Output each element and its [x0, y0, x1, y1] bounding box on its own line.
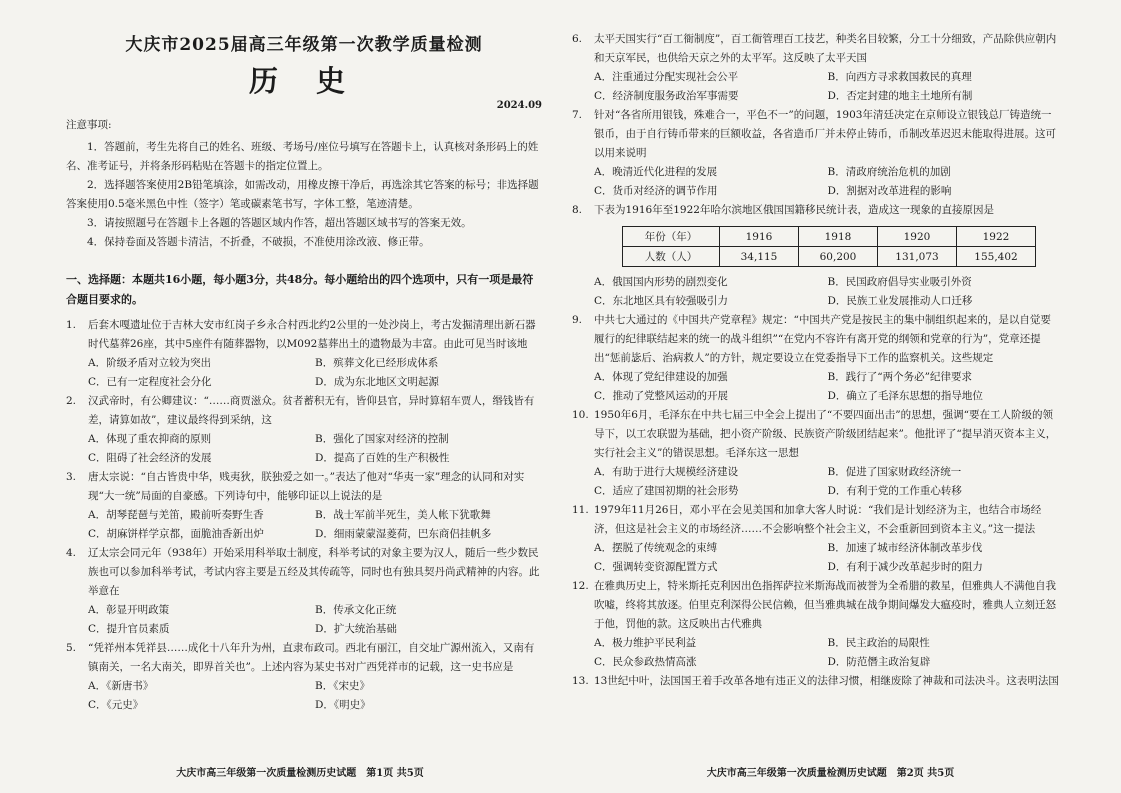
question-9	[572, 311, 1061, 406]
question-number: 3.	[66, 471, 77, 483]
right-page	[560, 0, 1121, 793]
page-footer-1: 大庆市高三年级第一次质量检测历史试题 第1页 共5页	[176, 768, 424, 779]
note-1: 1．答题前，考生先将自己的姓名、班级、考场号/座位号填写在答题卡上，认真核对条形码上的姓名、准考证号，并将条形码粘贴在答题卡的指定位置上。	[66, 141, 539, 172]
question-5	[66, 639, 542, 715]
option-a: A．有助于进行大规模经济建设	[594, 466, 739, 478]
option-a: A．《新唐书》	[88, 680, 154, 692]
question-stem: 辽太宗会同元年（938年）开始采用科举取士制度，科举考试的对象主要为汉人，随后一些少数民族也可以参加科举考试，考试内容主要是五经及其传疏等，同时也有独具契丹尚武精神的内容。此举意在	[88, 547, 540, 597]
option-d: D．否定封建的地主土地所有制	[827, 90, 973, 102]
option-b: B．践行了“两个务必”纪律要求	[827, 371, 972, 383]
option-d: D．成为东北地区文明起源	[315, 376, 439, 388]
question-stem: 太平天国实行“百工衙制度”，百工衙管理百工技艺，种类名目较繁，分工十分细致，产品除供应朝内和天京军民，也供给天京之外的太平军。这反映了太平天国	[594, 33, 1057, 64]
question-stem: 唐太宗说：“自古皆贵中华，贱夷狄，朕独爱之如一。”表达了他对“华夷一家”理念的认同和对实现“大一统”局面的自豪感。下列诗句中，能够印证以上说法的是	[88, 471, 525, 502]
subject-title: 历 史	[248, 64, 360, 98]
option-c: C．推动了党整风运动的开展	[594, 390, 729, 402]
option-d: D．确立了毛泽东思想的指导地位	[827, 390, 983, 402]
option-c: C．强调转变资源配置方式	[594, 561, 718, 573]
option-c: C．民众参政热情高涨	[594, 656, 697, 668]
table-cell: 60,200	[799, 247, 878, 267]
question-stem: 针对“各省所用银钱，殊难合一，平色不一”的问题，1903年清廷决定在京师设立银钱总厂铸造统一银币，由于自行铸币带来的巨额收益，各省造币厂并未停止铸币，币制改革迟迟未能取得进展。这可以用来说明	[594, 109, 1056, 159]
table-cell: 人数（人）	[623, 247, 720, 267]
page-footer-2: 大庆市高三年级第一次质量检测历史试题 第2页 共5页	[706, 768, 955, 779]
option-a: A．极力维护平民利益	[594, 637, 697, 649]
note-2: 2．选择题答案使用2B铅笔填涂，如需改动，用橡皮擦干净后，再选涂其它答案的标号；非选择题答案使用0.5毫米黑色中性（签字）笔或碳素笔书写，字体工整，笔迹清楚。	[66, 179, 539, 210]
table-cell: 1922	[957, 227, 1036, 247]
option-b: B．清政府统治危机的加剧	[827, 166, 951, 178]
question-stem: “凭祥州本凭祥县……成化十八年升为州，直隶布政司。西北有丽江，自交址广源州流入，又南有镇南关，一名大南关，即界首关也”。上述内容为某史书对广西凭祥市的记载，这一史书应是	[88, 642, 535, 673]
notes-title: 注意事项:	[66, 119, 112, 131]
question-number: 7.	[572, 109, 583, 121]
option-c: C．东北地区具有较强吸引力	[594, 295, 729, 307]
option-b: B．加速了城市经济体制改革步伐	[827, 542, 983, 554]
option-c: C．阻碍了社会经济的发展	[88, 452, 212, 464]
option-a: A．体现了党纪律建设的加强	[594, 371, 728, 383]
question-4	[66, 544, 542, 639]
question-number: 4.	[66, 547, 77, 559]
table-cell: 34,115	[720, 247, 799, 267]
question-6	[572, 30, 1061, 106]
option-c: C．已有一定程度社会分化	[88, 376, 212, 388]
option-b: B．向西方寻求救国救民的真理	[827, 71, 972, 83]
question-12	[572, 577, 1061, 672]
option-d: D．提高了百姓的生产积极性	[315, 452, 450, 464]
option-a: A．体现了重农抑商的原则	[88, 433, 212, 445]
table-cell: 1920	[878, 227, 957, 247]
option-a: A．彰显开明政策	[88, 604, 170, 616]
option-b: B．促进了国家财政经济统一	[827, 466, 962, 478]
question-number: 9.	[572, 314, 583, 326]
option-a: A．阶级矛盾对立较为突出	[88, 357, 212, 369]
question-13	[572, 672, 1061, 691]
option-d: D．有利于减少改革起步时的阻力	[827, 561, 983, 573]
exam-title: 大庆市2025届高三年级第一次教学质量检测	[125, 35, 483, 55]
note-3: 3．请按照题号在答题卡上各题的答题区域内作答，超出答题区域书写的答案无效。	[87, 217, 472, 229]
question-stem: 1950年6月，毛泽东在中共七届三中全会上提出了“不要四面出击”的思想，强调“要在工人阶级的领导下，以工农联盟为基础，把小资产阶级、民族资产阶级团结起来”。他批评了“提早消灭资本主义，实行社会主义”的错误思想。毛泽东这一思想	[594, 409, 1057, 459]
question-2	[66, 392, 542, 468]
option-d: D．割据对改革进程的影响	[827, 185, 952, 197]
option-b: B．民国政府倡导实业吸引外资	[827, 276, 972, 288]
question-number: 12.	[572, 580, 589, 592]
option-d: D．防范僭主政治复辟	[827, 656, 931, 668]
table-row	[623, 227, 1036, 247]
question-number: 10.	[572, 409, 589, 421]
question-stem: 中共七大通过的《中国共产党章程》规定：“中国共产党是按民主的集中制组织起来的，是以自觉要履行的纪律联结起来的统一的战斗组织”“在党内不容许有离开党的纲领和党章的行为”，党章还提出“惩前毖后、治病救人”的方针，规定要设立在党委指导下工作的监察机关。这些规定	[594, 314, 1051, 364]
option-b: B．战士军前半死生，美人帐下犹歌舞	[315, 509, 491, 521]
table-row	[623, 247, 1036, 267]
option-a: A．俄国国内形势的剧烈变化	[594, 276, 728, 288]
option-a: A．注重通过分配实现社会公平	[594, 71, 739, 83]
question-3	[66, 468, 542, 544]
option-d: D．有利于党的工作重心转移	[827, 485, 962, 497]
section-title: 一、选择题：本题共16小题，每小题3分，共48分。每小题给出的四个选项中，只有一项是最符合题目要求的。	[66, 273, 534, 306]
option-a: A．晚清近代化进程的发展	[594, 166, 718, 178]
question-stem: 下表为1916年至1922年哈尔滨地区俄国国籍移民统计表，造成这一现象的直接原因是	[594, 204, 994, 216]
option-c: C．经济制度服务政治军事需要	[594, 90, 739, 102]
question-number: 2.	[66, 395, 77, 407]
table-cell: 年份（年）	[623, 227, 720, 247]
table-cell: 1916	[720, 227, 799, 247]
option-c: C．胡麻饼样学京都，面脆油香新出炉	[88, 528, 265, 540]
option-c: C．提升官员素质	[88, 623, 170, 635]
question-number: 13.	[572, 675, 589, 687]
option-d: D．细雨蒙蒙湿菱荷，巴东商侣挂帆多	[315, 528, 492, 540]
question-number: 5.	[66, 642, 77, 654]
option-b: B．《宋史》	[315, 680, 370, 692]
question-7	[572, 106, 1061, 201]
option-c: C．适应了建国初期的社会形势	[594, 485, 739, 497]
option-b: B．传承文化正统	[315, 604, 397, 616]
migrant-table	[622, 226, 1036, 267]
option-a: A．胡琴琵琶与羌笛，殿前听奏野生香	[88, 509, 264, 521]
option-c: C．货币对经济的调节作用	[594, 185, 718, 197]
question-10	[572, 406, 1061, 501]
question-stem: 1979年11月26日，邓小平在会见美国和加拿大客人时说：“我们是计划经济为主，也结合市场经济，但这是社会主义的市场经济……不会影响整个社会主义，不会重新回到资本主义。”这一提法	[594, 504, 1042, 535]
table-cell: 155,402	[957, 247, 1036, 267]
option-a: A．摆脱了传统观念的束缚	[594, 542, 718, 554]
question-1	[66, 316, 542, 392]
option-d: D．民族工业发展推动人口迁移	[827, 295, 973, 307]
option-b: B．民主政治的局限性	[827, 637, 930, 649]
question-stem: 在雅典历史上，特米斯托克利因出色指挥萨拉米斯海战而被誉为全希腊的救星，但雅典人不满他自我吹嘘，终将其放逐。伯里克利深得公民信赖，但当雅典城在战争期间爆发大瘟疫时，雅典人立刻迁怒于他，罚他的款。这反映出古代雅典	[594, 580, 1056, 630]
option-b: B．殡葬文化已经形成体系	[315, 357, 439, 369]
question-number: 8.	[572, 204, 583, 216]
question-stem: 汉武帝时，有公卿建议：“……商贾滋众。贫者蓄积无有，皆仰县官，异时算轺车贾人，缗钱皆有差，请算如故”，建议最终得到采纳，这	[88, 395, 535, 426]
left-page	[0, 0, 560, 793]
note-4: 4．保持卷面及答题卡清洁，不折叠，不破损，不准使用涂改液、修正带。	[87, 236, 430, 248]
option-d: D．扩大统治基础	[315, 623, 397, 635]
exam-date: 2024.09	[496, 100, 542, 111]
question-stem: 13世纪中叶，法国国王着手改革各地有违正义的法律习惯，相继废除了神裁和司法决斗。这表明法国	[594, 675, 1059, 687]
question-8	[572, 201, 1061, 311]
table-cell: 131,073	[878, 247, 957, 267]
table-cell: 1918	[799, 227, 878, 247]
question-number: 11.	[572, 504, 589, 516]
question-11	[572, 501, 1061, 577]
option-c: C．《元史》	[88, 699, 144, 711]
option-d: D．《明史》	[315, 699, 371, 711]
question-number: 6.	[572, 33, 583, 45]
question-stem: 后套木嘎遗址位于吉林大安市红岗子乡永合村西北约2公里的一处沙岗上，考古发掘清理出新石器时代墓葬26座，其中5座件有随葬器物，以M092墓葬出土的遗物最为丰富。由此可见当时该地	[88, 319, 536, 350]
option-b: B．强化了国家对经济的控制	[315, 433, 449, 445]
question-number: 1.	[66, 319, 77, 331]
